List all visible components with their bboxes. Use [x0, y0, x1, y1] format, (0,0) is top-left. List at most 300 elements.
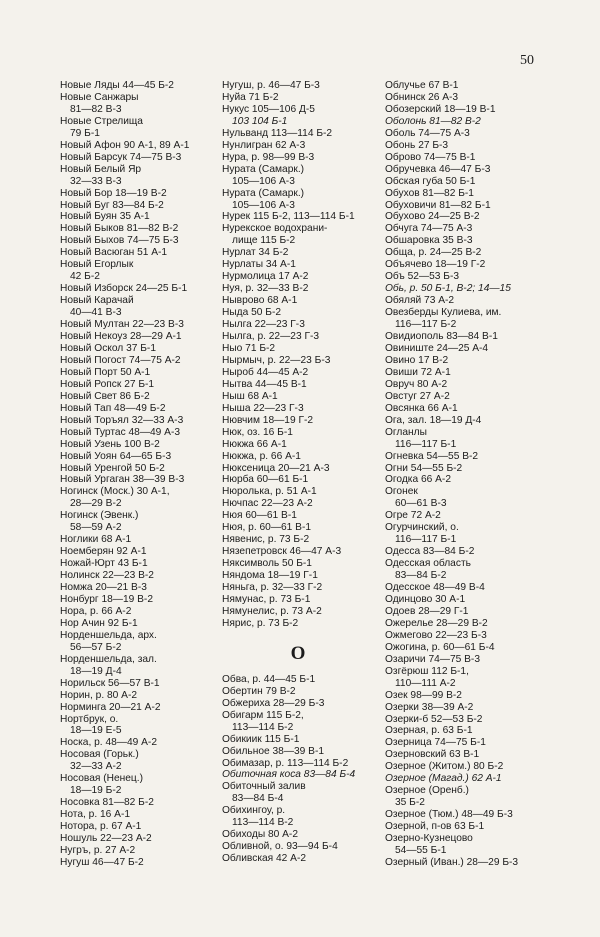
entry-text: Обонь 27 Б-3 — [385, 139, 449, 151]
entry-continuation: 40—41 В-3 — [70, 307, 122, 319]
entry-continuation: 60—61 В-3 — [395, 498, 447, 510]
index-entry — [385, 725, 545, 737]
entry-text: Нямунелис, р. 73 А-2 — [222, 605, 322, 617]
entry-text: Нора, р. 66 А-2 — [60, 605, 132, 617]
index-entry — [385, 379, 545, 391]
index-entry — [222, 606, 380, 618]
entry-continuation: 28—29 В-2 — [70, 498, 122, 510]
entry-text: Нылга 22—23 Г-3 — [222, 319, 305, 331]
index-entry — [222, 734, 380, 746]
entry-text: Облучье 67 В-1 — [385, 80, 459, 91]
entry-continuation: 32—33 В-3 — [70, 175, 122, 187]
index-entry — [60, 451, 218, 463]
index-entry — [222, 510, 380, 522]
entry-continuation: 116—117 Б-1 — [395, 534, 457, 546]
index-entry — [385, 510, 545, 522]
index-entry — [385, 582, 545, 594]
index-entry — [222, 116, 380, 128]
index-entry — [385, 176, 545, 188]
entry-text: Озерки 38—39 А-2 — [385, 701, 474, 713]
entry-text: Новый Изборск 24—25 Б-1 — [60, 283, 188, 295]
entry-text: Овстуг 27 А-2 — [385, 390, 450, 402]
index-entry — [222, 295, 380, 307]
entry-text: Новый Быхов 74—75 Б-3 — [60, 235, 179, 247]
entry-text: Нювчим 18—19 Г-2 — [222, 414, 314, 426]
index-entry — [60, 223, 218, 235]
index-entry — [60, 415, 218, 427]
entry-text: Новый Васюган 51 А-1 — [60, 247, 168, 259]
entry-text: Нульванд 113—114 Б-2 — [222, 127, 333, 139]
index-entry — [222, 746, 380, 758]
index-entry — [222, 164, 380, 188]
entry-continuation: 105—106 А-3 — [232, 175, 295, 187]
entry-text: Носовка 81—82 Б-2 — [60, 797, 154, 809]
entry-text: Новый Оскол 37 Б-1 — [60, 342, 156, 354]
index-entry — [385, 367, 545, 379]
entry-text: Оболь 74—75 А-3 — [385, 127, 470, 139]
entry-text: Нунлигран 62 А-3 — [222, 139, 306, 151]
index-entry — [60, 379, 218, 391]
entry-text: Ожогина, р. 60—61 Б-4 — [385, 641, 495, 653]
entry-continuation: 116—117 Б-1 — [395, 438, 457, 450]
index-entry — [60, 809, 218, 821]
entry-text: Новый Погост 74—75 А-2 — [60, 354, 181, 366]
entry-text: Озерное (Житом.) 80 Б-2 — [385, 761, 504, 773]
index-entry — [222, 92, 380, 104]
index-entry — [385, 152, 545, 164]
index-entry — [385, 140, 545, 152]
index-entry — [222, 391, 380, 403]
index-entry — [385, 223, 545, 235]
entry-text: Нолинск 22—23 В-2 — [60, 570, 154, 582]
index-entry — [222, 618, 380, 630]
entry-text: Новые Стрелища — [60, 115, 143, 127]
entry-text: Овсянка 66 А-1 — [385, 402, 458, 414]
index-entry — [60, 355, 218, 367]
entry-text: Одесское 48—49 В-4 — [385, 582, 485, 594]
entry-text: Новый Свет 86 Б-2 — [60, 390, 150, 402]
index-entry — [222, 415, 380, 427]
index-entry — [385, 594, 545, 606]
entry-text: Обчуга 74—75 А-3 — [385, 223, 473, 235]
entry-continuation: 18—19 Е-5 — [70, 725, 122, 737]
entry-text: Нямунас, р. 73 Б-1 — [222, 593, 311, 605]
entry-continuation: 113—114 В-2 — [232, 817, 294, 829]
entry-text: Ногинск (Эвенк.) — [60, 510, 139, 522]
index-entry — [385, 785, 545, 809]
entry-text: Носовая (Ненец.) — [60, 773, 143, 785]
index-entry — [222, 781, 380, 805]
index-entry — [60, 463, 218, 475]
index-entry — [385, 749, 545, 761]
entry-text: Нугръ, р. 27 А-2 — [60, 845, 136, 856]
index-entry — [222, 427, 380, 439]
entry-text: Обнинск 26 А-3 — [385, 91, 459, 103]
index-entry — [222, 80, 380, 92]
index-entry — [60, 283, 218, 295]
entry-text: Няньга, р. 32—33 Г-2 — [222, 582, 323, 594]
entry-text: Ныш 68 А-1 — [222, 390, 278, 402]
index-entry — [60, 439, 218, 451]
entry-text: Озгёрюш 112 Б-1, — [385, 665, 469, 677]
index-entry — [222, 128, 380, 140]
index-entry — [385, 164, 545, 176]
index-entry — [385, 307, 545, 331]
index-entry — [385, 833, 545, 857]
index-entry — [60, 343, 218, 355]
index-entry — [385, 463, 545, 475]
index-entry — [222, 451, 380, 463]
entry-text: Нылга, р. 22—23 Г-3 — [222, 331, 320, 343]
index-entry — [60, 200, 218, 212]
index-entry — [222, 674, 380, 686]
entry-text: Нюкжа 66 А-1 — [222, 438, 287, 450]
entry-text: Огневка 54—55 В-2 — [385, 450, 479, 462]
entry-continuation: 113—114 Б-2 — [232, 721, 294, 733]
index-entry — [222, 247, 380, 259]
entry-text: Обухово 24—25 В-2 — [385, 211, 480, 223]
entry-text: Ныо 71 Б-2 — [222, 342, 276, 354]
entry-text: Нурата (Самарк.) — [222, 187, 305, 199]
index-entry — [60, 690, 218, 702]
entry-text: Одоев 28—29 Г-1 — [385, 605, 469, 617]
entry-text: Одесса 83—84 Б-2 — [385, 546, 475, 558]
index-entry — [385, 295, 545, 307]
index-entry — [385, 92, 545, 104]
index-entry — [222, 853, 380, 865]
index-entry — [60, 80, 218, 92]
entry-text: Обимазар, р. 113—114 Б-2 — [222, 757, 349, 769]
entry-text: Нявенис, р. 73 Б-2 — [222, 534, 310, 546]
entry-text: Новый Буг 83—84 Б-2 — [60, 199, 164, 211]
entry-text: Нонбург 18—19 В-2 — [60, 593, 153, 605]
index-entry — [60, 295, 218, 319]
entry-text: Нурата (Самарк.) — [222, 163, 305, 175]
index-entry — [222, 805, 380, 829]
index-entry — [222, 307, 380, 319]
index-entry — [222, 104, 380, 116]
index-entry — [385, 558, 545, 582]
entry-text: Номжа 20—21 В-3 — [60, 582, 147, 594]
index-entry — [385, 474, 545, 486]
index-entry — [60, 833, 218, 845]
entry-text: Обигарм 115 Б-2, — [222, 709, 304, 721]
index-entry — [60, 797, 218, 809]
index-entry — [60, 510, 218, 534]
entry-text: Нукус 105—106 Д-5 — [222, 103, 315, 115]
entry-text: Обиходы 80 А-2 — [222, 829, 298, 841]
index-entry — [385, 200, 545, 212]
entry-text: Нуйа 71 Б-2 — [222, 91, 279, 103]
entry-text: Обиточная коса 83—84 Б-4 — [222, 769, 356, 781]
index-entry — [222, 474, 380, 486]
entry-text: Обливной, о. 93—94 Б-4 — [222, 841, 338, 853]
index-entry — [60, 654, 218, 678]
entry-text: Новый Торъял 32—33 А-3 — [60, 414, 184, 426]
entry-continuation: 83—84 Б-4 — [232, 793, 284, 805]
entry-text: Оброво 74—75 В-1 — [385, 151, 476, 163]
entry-text: Новый Некоуз 28—29 А-1 — [60, 331, 182, 343]
entry-text: Обухов 81—82 Б-1 — [385, 187, 474, 199]
entry-text: Одесская область — [385, 558, 471, 570]
entry-text: Обь, р. 50 Б-1, В-2; 14—15 — [385, 283, 511, 295]
entry-text: Няксимволь 50 Б-1 — [222, 558, 312, 570]
entry-text: Огодка 66 А-2 — [385, 474, 451, 486]
index-entry — [222, 319, 380, 331]
entry-text: Озерное (Магад.) 62 А-1 — [385, 773, 502, 785]
index-entry — [385, 403, 545, 415]
entry-text: Нючпас 22—23 А-2 — [222, 498, 313, 510]
entry-text: Новый Егорлык — [60, 259, 134, 271]
entry-text: Нюк, оз. 16 Б-1 — [222, 426, 293, 438]
entry-text: Новый Быков 81—82 В-2 — [60, 223, 179, 235]
index-entry — [60, 116, 218, 140]
entry-text: Новый Бор 18—19 В-2 — [60, 187, 167, 199]
entry-continuation: 18—19 Д-4 — [70, 665, 122, 677]
index-entry — [60, 702, 218, 714]
entry-text: Обиточный залив — [222, 781, 306, 793]
entry-text: Нурмолица 17 А-2 — [222, 271, 309, 283]
entry-text: Новый Узень 100 В-2 — [60, 438, 160, 450]
entry-text: Обливская 42 А-2 — [222, 853, 307, 865]
index-entry — [385, 606, 545, 618]
index-column-1 — [60, 80, 218, 869]
entry-text: Ныроб 44—45 А-2 — [222, 366, 309, 378]
entry-text: Огонек — [385, 486, 418, 498]
index-entry — [60, 606, 218, 618]
index-entry — [385, 415, 545, 427]
entry-text: Овиши 72 А-1 — [385, 366, 451, 378]
index-entry — [385, 355, 545, 367]
entry-text: Новый Мултан 22—23 В-3 — [60, 319, 184, 331]
index-entry — [385, 211, 545, 223]
index-entry — [60, 534, 218, 546]
index-entry — [60, 845, 218, 857]
entry-text: Нура, р. 98—99 В-3 — [222, 151, 315, 163]
entry-continuation: 105—106 А-3 — [232, 199, 295, 211]
entry-text: Норминга 20—21 А-2 — [60, 701, 161, 713]
entry-continuation: 79 Б-1 — [70, 127, 100, 139]
index-entry — [385, 666, 545, 690]
index-entry — [222, 271, 380, 283]
entry-text: Новый Ропск 27 Б-1 — [60, 378, 155, 390]
entry-text: Новый Уренгой 50 Б-2 — [60, 462, 165, 474]
entry-continuation: 32—33 А-2 — [70, 761, 122, 773]
entry-text: Ноемберян 92 А-1 — [60, 546, 147, 558]
index-entry — [60, 211, 218, 223]
entry-text: Озерное (Тюм.) 48—49 Б-3 — [385, 809, 513, 821]
index-entry — [222, 140, 380, 152]
entry-text: Нугуш, р. 46—47 Б-3 — [222, 80, 320, 91]
index-entry — [222, 152, 380, 164]
index-entry — [60, 391, 218, 403]
index-entry — [385, 702, 545, 714]
entry-text: Озерная, р. 63 Б-1 — [385, 725, 473, 737]
index-entry — [60, 678, 218, 690]
entry-text: Ныврово 68 А-1 — [222, 295, 298, 307]
index-entry — [385, 128, 545, 140]
section-letter: О — [290, 642, 306, 664]
entry-text: Ногинск (Моск.) 30 А-1, — [60, 486, 170, 498]
index-entry — [222, 570, 380, 582]
index-entry — [385, 80, 545, 92]
entry-text: Новый Карачай — [60, 295, 134, 307]
index-entry — [385, 283, 545, 295]
entry-text: Нюя, р. 60—61 В-1 — [222, 522, 312, 534]
index-entry — [60, 247, 218, 259]
entry-continuation: 58—59 А-2 — [70, 522, 122, 534]
entry-text: Нырмыч, р. 22—23 Б-3 — [222, 354, 331, 366]
index-entry — [385, 451, 545, 463]
index-column-2 — [222, 80, 380, 865]
index-entry — [222, 769, 380, 781]
entry-text: Озерное (Оренб.) — [385, 785, 469, 797]
index-entry — [60, 546, 218, 558]
index-entry — [385, 821, 545, 833]
index-entry — [60, 582, 218, 594]
entry-text: Оболонь 81—82 В-2 — [385, 115, 481, 127]
index-entry — [385, 654, 545, 666]
entry-text: Ожерелье 28—29 В-2 — [385, 617, 488, 629]
index-entry — [60, 630, 218, 654]
entry-text: Нурлат 34 Б-2 — [222, 247, 289, 259]
entry-continuation: 35 Б-2 — [395, 797, 425, 809]
index-entry — [60, 259, 218, 283]
entry-text: Норденшельда, арх. — [60, 629, 157, 641]
index-entry — [385, 116, 545, 128]
entry-text: Объячево 18—19 Г-2 — [385, 259, 486, 271]
index-entry — [385, 642, 545, 654]
entry-text: Обжериха 28—29 Б-3 — [222, 697, 325, 709]
index-entry — [60, 594, 218, 606]
entry-text: Огни 54—55 Б-2 — [385, 462, 463, 474]
entry-text: Озерный (Иван.) 28—29 Б-3 — [385, 856, 519, 868]
entry-text: Нотора, р. 67 А-1 — [60, 821, 142, 833]
entry-text: Нуя, р. 32—33 В-2 — [222, 283, 309, 295]
index-entry — [385, 259, 545, 271]
index-entry — [60, 140, 218, 152]
entry-text: Огурчинский, о. — [385, 522, 459, 534]
entry-text: Нязепетровск 46—47 А-3 — [222, 546, 342, 558]
entry-text: Обозерский 18—19 В-1 — [385, 103, 496, 115]
entry-continuation: 56—57 Б-2 — [70, 641, 122, 653]
index-entry — [222, 558, 380, 570]
index-entry — [222, 534, 380, 546]
entry-text: Нортбрук, о. — [60, 713, 119, 725]
index-entry — [385, 247, 545, 259]
index-column-3 — [385, 80, 545, 869]
entry-text: Ожмегово 22—23 Б-3 — [385, 629, 487, 641]
index-entry — [385, 546, 545, 558]
entry-text: Новые Санжары — [60, 91, 139, 103]
entry-text: Обихингоу, р. — [222, 805, 286, 817]
entry-text: Овино 17 В-2 — [385, 354, 449, 366]
index-entry — [222, 486, 380, 498]
index-entry — [60, 367, 218, 379]
entry-text: Нюксеница 20—21 А-3 — [222, 462, 330, 474]
index-entry — [222, 188, 380, 212]
entry-text: Новый Ургаган 38—39 В-3 — [60, 474, 185, 486]
index-entry — [60, 403, 218, 415]
index-entry — [385, 630, 545, 642]
entry-text: Обяляй 73 А-2 — [385, 295, 455, 307]
index-entry — [60, 427, 218, 439]
entry-text: Ога, зал. 18—19 Д-4 — [385, 414, 482, 426]
entry-text: Нюкжа, р. 66 А-1 — [222, 450, 301, 462]
index-entry — [222, 355, 380, 367]
index-entry — [222, 698, 380, 710]
entry-text: Обертин 79 В-2 — [222, 685, 296, 697]
entry-text: Нугуш 46—47 Б-2 — [60, 856, 144, 868]
index-entry — [222, 331, 380, 343]
entry-text: Озерки-б 52—53 Б-2 — [385, 713, 483, 725]
index-entry — [60, 570, 218, 582]
entry-text: Обуховичи 81—82 Б-1 — [385, 199, 491, 211]
entry-text: Нота, р. 16 А-1 — [60, 809, 131, 821]
entry-text: Озек 98—99 В-2 — [385, 689, 462, 701]
entry-text: Новый Белый Яр — [60, 163, 142, 175]
index-entry — [222, 841, 380, 853]
index-entry — [385, 522, 545, 546]
index-entry — [222, 686, 380, 698]
index-entry — [385, 343, 545, 355]
index-entry — [385, 235, 545, 247]
entry-text: Овиниште 24—25 А-4 — [385, 342, 489, 354]
entry-continuation: 54—55 Б-1 — [395, 845, 447, 856]
entry-text: Носка, р. 48—49 А-2 — [60, 737, 157, 749]
entry-text: Обикиик 115 Б-1 — [222, 733, 300, 745]
index-entry — [222, 223, 380, 247]
index-entry — [385, 773, 545, 785]
index-entry — [60, 821, 218, 833]
entry-text: Обшаровка 35 В-3 — [385, 235, 473, 247]
entry-text: Ныша 22—23 Г-3 — [222, 402, 304, 414]
entry-text: Новый Барсук 74—75 В-3 — [60, 151, 182, 163]
index-entry — [222, 439, 380, 451]
entry-text: Огре 72 А-2 — [385, 510, 441, 522]
index-entry — [60, 92, 218, 116]
index-entry — [385, 714, 545, 726]
entry-text: Няндома 18—19 Г-1 — [222, 570, 318, 582]
entry-text: Нор Ачин 92 Б-1 — [60, 617, 138, 629]
entry-text: Новый Уоян 64—65 Б-3 — [60, 450, 172, 462]
index-entry — [60, 857, 218, 869]
entry-text: Ношуль 22—23 А-2 — [60, 833, 152, 845]
index-entry — [222, 498, 380, 510]
entry-text: Нурлаты 34 А-1 — [222, 259, 296, 271]
index-entry — [385, 761, 545, 773]
index-entry — [60, 618, 218, 630]
entry-continuation: 83—84 Б-2 — [395, 570, 447, 582]
index-entry — [222, 343, 380, 355]
entry-text: Озаричи 74—75 В-3 — [385, 653, 480, 665]
index-entry — [60, 558, 218, 570]
index-entry — [60, 749, 218, 773]
entry-text: Новые Ляды 44—45 Б-2 — [60, 80, 174, 91]
index-entry — [222, 367, 380, 379]
index-entry — [60, 714, 218, 738]
entry-text: Овидиополь 83—84 В-1 — [385, 331, 498, 343]
entry-continuation: 116—117 Б-2 — [395, 319, 457, 331]
index-entry — [222, 403, 380, 415]
entry-text: Новый Порт 50 А-1 — [60, 366, 151, 378]
index-entry — [60, 486, 218, 510]
index-entry — [60, 737, 218, 749]
entry-text: Обва, р. 44—45 Б-1 — [222, 673, 316, 685]
index-entry — [222, 710, 380, 734]
entry-text: Овруч 80 А-2 — [385, 378, 448, 390]
index-entry — [60, 235, 218, 247]
